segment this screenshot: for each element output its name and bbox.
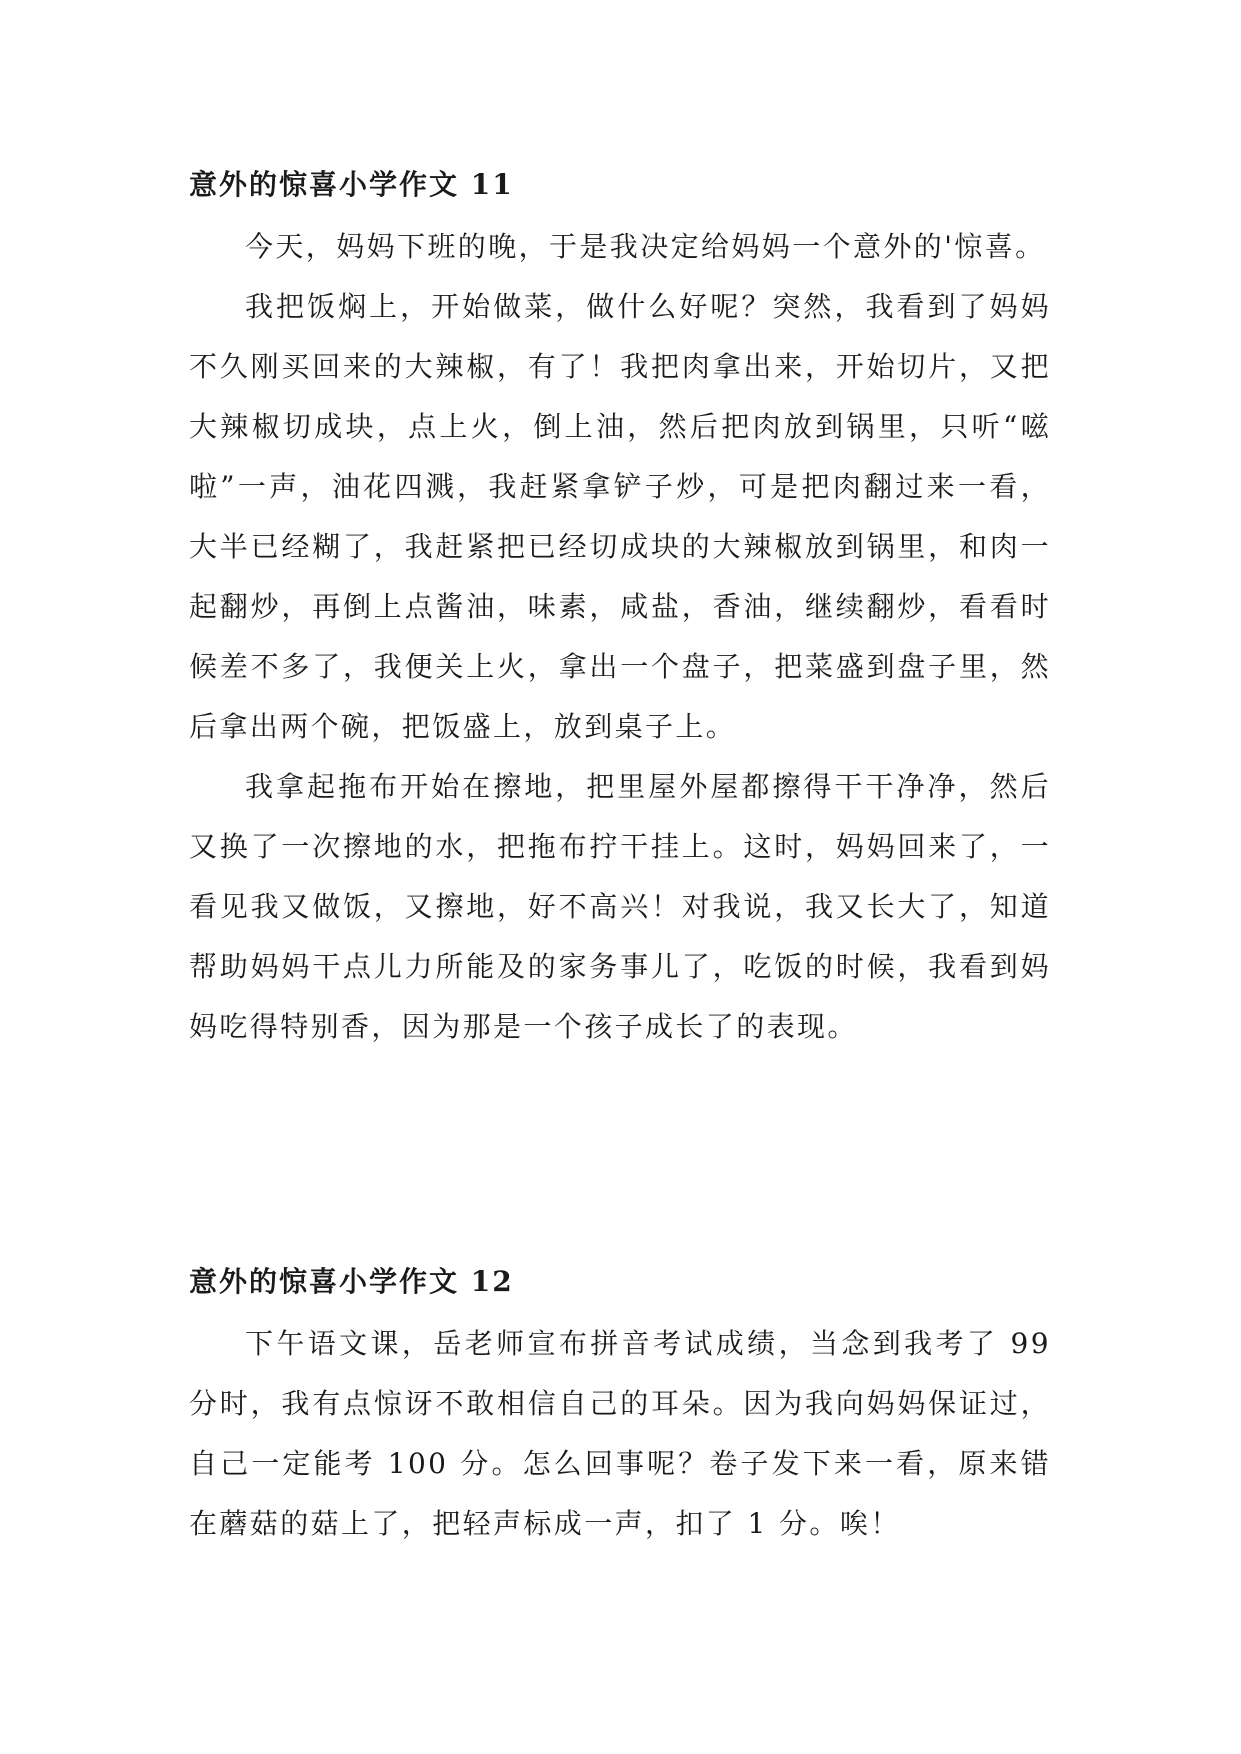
- essay-section: [189, 1262, 1051, 1554]
- essay-title: 意外的惊喜小学作文 12: [189, 1265, 514, 1298]
- essay-section: [189, 165, 1051, 1057]
- paragraph: 我拿起拖布开始在擦地，把里屋外屋都擦得干干净净，然后又换了一次擦地的水，把拖布拧干挂上。这时，妈妈回来了，一看见我又做饭，又擦地，好不高兴！对我说，我又长大了，知道帮助妈妈干点儿力所能及的家务事儿了，吃饭的时候，我看到妈妈吃得特别香，因为那是一个孩子成长了的表现。: [189, 770, 1051, 1043]
- paragraph: 今天，妈妈下班的晚，于是我决定给妈妈一个意外的'惊喜。: [245, 230, 1046, 263]
- paragraph: 下午语文课，岳老师宣布拼音考试成绩，当念到我考了 99 分时，我有点惊讶不敢相信自己的耳朵。因为我向妈妈保证过，自己一定能考 100 分。怎么回事呢？卷子发下来一看，原来错在蘑菇的菇上了，把轻声标成一声，扣了 1 分。唉！: [189, 1327, 1051, 1540]
- essay-title: 意外的惊喜小学作文 11: [189, 168, 514, 201]
- paragraph: 我把饭焖上，开始做菜，做什么好呢？突然，我看到了妈妈不久刚买回来的大辣椒，有了！我把肉拿出来，开始切片，又把大辣椒切成块，点上火，倒上油，然后把肉放到锅里，只听“嗞啦”一声，油花四溅，我赶紧拿铲子炒，可是把肉翻过来一看，大半已经糊了，我赶紧把已经切成块的大辣椒放到锅里，和肉一起翻炒，再倒上点酱油，味素，咸盐，香油，继续翻炒，看看时候差不多了，我便关上火，拿出一个盘子，把菜盛到盘子里，然后拿出两个碗，把饭盛上，放到桌子上。: [189, 290, 1051, 743]
